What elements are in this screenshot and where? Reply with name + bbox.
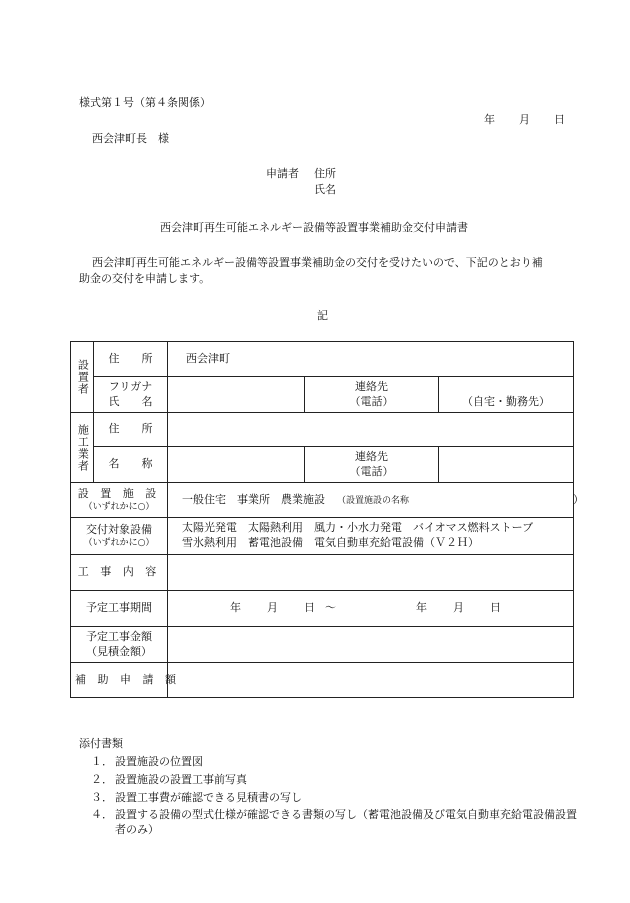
body-text-line1: 西会津町再生可能エネルギー設備等設置事業補助金の交付を受けたいので、下記のとおり補 (92, 256, 543, 269)
date-year-label: 年 (484, 113, 495, 126)
body-text-line2: 助金の交付を申請します。 (79, 272, 211, 285)
period-tilde: 〜 (325, 601, 336, 615)
installer-phone-label: （電話） (349, 394, 394, 408)
equipment-options-cell[interactable] (168, 518, 574, 555)
applicant-name-label: 氏名 (314, 183, 336, 196)
contractor-contact-label: 連絡先 (355, 449, 388, 463)
installer-name-row (71, 377, 574, 413)
contractor-address-row (71, 413, 574, 447)
equipment-label-cell (71, 518, 168, 555)
document-title: 西会津町再生可能エネルギー設備等設置事業補助金交付申請書 (160, 221, 468, 234)
period-label: 予定工事期間 (71, 591, 168, 627)
form-number: 様式第１号（第４条関係） (79, 96, 211, 109)
period-month-label: 月 (267, 601, 278, 615)
contractor-contact-cell[interactable] (305, 447, 439, 483)
ki-heading: 記 (317, 309, 328, 322)
attachment-number: ３． (91, 790, 113, 804)
facility-label: 設 置 施 設 (77, 486, 161, 500)
contractor-name-label: 名 称 (94, 447, 168, 483)
work-content-field[interactable] (168, 555, 574, 591)
installer-name-label-cell (94, 377, 168, 413)
cost-row (71, 627, 574, 663)
facility-options: 一般住宅 事業所 農業施設 (182, 492, 325, 506)
period-year-label: 年 (230, 601, 241, 615)
attachments-section (79, 737, 579, 841)
equipment-options-line2: 雪氷熱利用 蓄電池設備 電気自動車充給電設備（Ｖ２Ｈ） (182, 536, 479, 549)
attachment-item (79, 755, 579, 770)
installer-contact-label: 連絡先 (355, 379, 388, 393)
date-day-label: 日 (554, 113, 565, 126)
home-work-label: （自宅・勤務先） (462, 395, 550, 409)
period-day-label: 日 (304, 601, 315, 615)
date-month-label: 月 (519, 113, 530, 126)
installer-address-row (71, 342, 574, 377)
furigana-label: フリガナ (108, 379, 153, 393)
installer-address-value[interactable]: 西会津町 (168, 342, 574, 377)
period-year2-label: 年 (416, 601, 427, 615)
application-table (70, 341, 585, 698)
installer-name-field[interactable] (168, 377, 305, 413)
attachment-number: ４． (91, 808, 113, 822)
contractor-phone-label: （電話） (349, 464, 394, 478)
period-day2-label: 日 (490, 601, 501, 615)
cost-field[interactable] (168, 627, 574, 663)
attachment-number: １． (91, 754, 113, 768)
contractor-address-label: 住 所 (94, 413, 168, 447)
facility-options-cell[interactable] (168, 483, 585, 518)
attachment-text: 設置する設備の型式仕様が確認できる書類の写し（蓄電池設備及び電気自動車充給電設備設置者のみ） (115, 808, 577, 837)
work-content-row (71, 555, 574, 591)
applicant-address-label: 住所 (314, 167, 336, 180)
facility-row (71, 483, 574, 518)
equipment-options-line1: 太陽光発電 太陽熱利用 風力・小水力発電 バイオマス燃料ストーブ (182, 521, 534, 535)
cost-label: 予定工事金額 (86, 629, 152, 643)
equipment-label: 交付対象設備 (86, 522, 152, 536)
facility-label-cell (71, 483, 168, 518)
home-work-cell[interactable] (439, 377, 574, 413)
contractor-name-field[interactable] (168, 447, 305, 483)
cost-label-cell (71, 627, 168, 663)
subsidy-label: 補 助 申 請 額 (71, 663, 168, 698)
facility-name-close: ） (573, 492, 585, 506)
installer-contact-cell[interactable] (305, 377, 439, 413)
attachments-heading: 添付書類 (79, 737, 123, 750)
facility-note: （いずれかに○） (83, 502, 155, 513)
equipment-row (71, 518, 574, 555)
attachment-text: 設置施設の設置工事前写真 (115, 772, 247, 786)
attachment-item (79, 808, 579, 838)
period-month2-label: 月 (453, 601, 464, 615)
cost-note: （見積金額） (86, 644, 152, 658)
period-field[interactable] (168, 591, 574, 627)
contractor-name-row (71, 447, 574, 483)
installer-label: 設置者 (71, 342, 94, 413)
applicant-label: 申請者 (266, 167, 299, 180)
installer-name-label: 氏 名 (108, 394, 153, 408)
attachment-item (79, 773, 579, 788)
period-row (71, 591, 574, 627)
contractor-phone-field[interactable] (439, 447, 574, 483)
work-content-label: 工 事 内 容 (71, 555, 168, 591)
attachment-text: 設置施設の位置図 (115, 754, 203, 768)
addressee: 西会津町長 様 (92, 132, 169, 145)
contractor-label: 施工業者 (71, 413, 94, 483)
subsidy-field[interactable] (168, 663, 574, 698)
contractor-address-field[interactable] (168, 413, 574, 447)
installer-address-label: 住 所 (94, 342, 168, 377)
equipment-note: （いずれかに○） (83, 538, 155, 549)
facility-name-open: （設置施設の名称 (337, 495, 410, 506)
attachment-item (79, 791, 579, 806)
subsidy-row (71, 663, 574, 698)
attachment-text: 設置工事費が確認できる見積書の写し (115, 790, 302, 804)
date-line (484, 113, 565, 128)
attachment-number: ２． (91, 772, 113, 786)
